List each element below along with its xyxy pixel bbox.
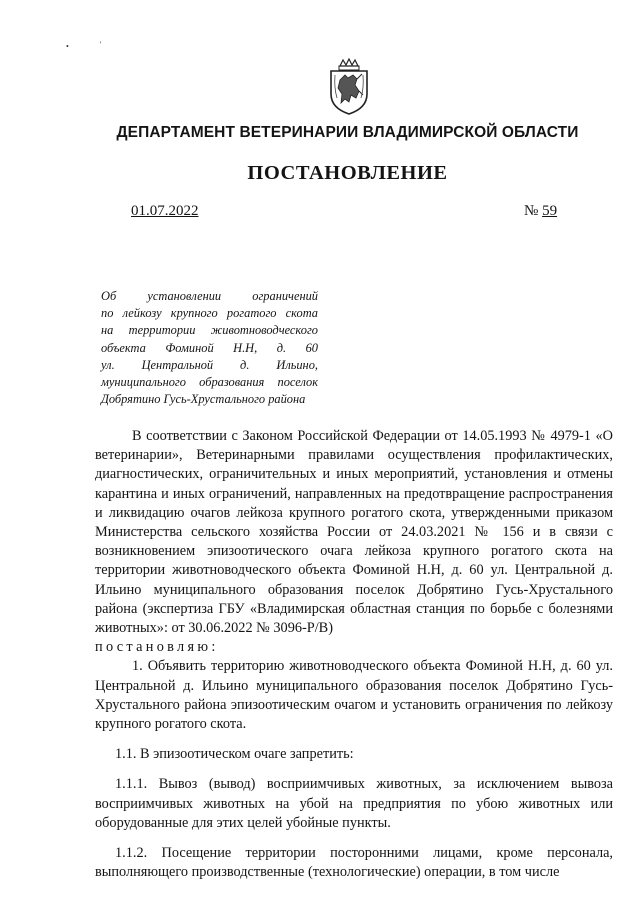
item-1-1-2-paragraph: 1.1.2. Посещение территории посторонними лицами, кроме персонала, выполняющего производственные (технологические) операции, в том числе <box>95 845 613 881</box>
subject-block <box>101 288 318 408</box>
subject-line: муниципального образования поселок <box>101 375 318 390</box>
subject-line: объекта Фоминой Н.Н, д. 60 <box>101 340 318 355</box>
decree-word: постановляю: <box>95 639 219 656</box>
subject-line: Добрятино Гусь-Хрустального района <box>101 392 306 407</box>
document-number <box>524 203 557 220</box>
subject-line: по лейкозу крупного рогатого скота <box>101 306 318 321</box>
preamble-text: В соответствии с Законом Российской Федерации от 14.05.1993 № 4979-1 «О ветеринарии», Ветеринарными правилами осуществления профилактических, диагностических, ограничительных и иных мероприятий, установления и отмены карантина и иных ограничений, направленных на предотвращение распространения и ликвидацию очагов лейкоза крупного рогатого скота, утвержденными приказом Министерства сельского хозяйства России от 24.03.2021 № 156 и в связи с возникновением эпизоотического очага лейкоза крупного рогатого скота на территории животноводческого объекта Фоминой Н.Н, д. 60 ул. Центральной д. Ильино муниципального образования поселок Добрятино Гусь-Хрустального района (экспертиза ГБУ «Владимирская областная станция по борьбе с болезнями животных»: от 30.06.2022 № 3096-Р/В) <box>95 428 613 637</box>
subject-line: ул. Центральной д. Ильино, <box>101 357 318 372</box>
item-1-1-paragraph: 1.1. В эпизоотическом очаге запретить: <box>115 746 354 763</box>
item-1-1-1-paragraph: 1.1.1. Вывоз (вывод) восприимчивых животных, за исключением вывоза восприимчивых животных на убой на предприятия по убою животных или оборудованные для этих целей убойные пункты. <box>95 776 613 831</box>
number-label: № <box>524 203 539 219</box>
item-1-paragraph: 1. Объявить территорию животноводческого объекта Фоминой Н.Н, д. 60 ул. Центральной д. Ильино муниципального образования поселок Добрятино Гусь-Хрустального района эпизоотическим очагом и установить ограничения по лейкозу крупного рогатого скота. <box>95 658 613 733</box>
scan-speck: • <box>66 42 69 51</box>
subject-line: Об установлении ограничений <box>101 289 318 303</box>
number-value: 59 <box>542 203 558 219</box>
scan-speck: ' <box>100 40 102 49</box>
document-date: 01.07.2022 <box>131 203 199 219</box>
department-title: ДЕПАРТАМЕНТ ВЕТЕРИНАРИИ ВЛАДИМИРСКОЙ ОБЛАСТИ <box>116 124 579 141</box>
subject-line: на территории животноводческого <box>101 323 318 338</box>
document-type-title: ПОСТАНОВЛЕНИЕ <box>247 162 448 184</box>
document-body <box>95 427 613 882</box>
preamble-paragraph <box>95 427 613 657</box>
vladimir-coat-of-arms-icon <box>326 58 372 116</box>
